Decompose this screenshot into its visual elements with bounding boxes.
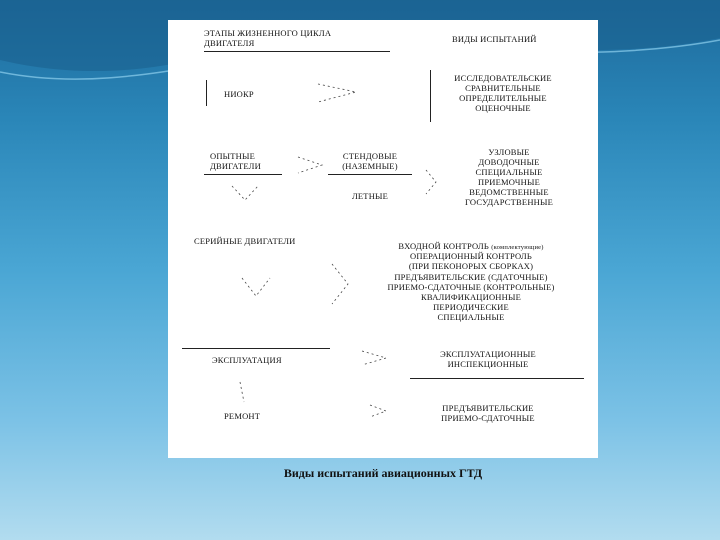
arrow-operation-down	[232, 380, 252, 406]
stage-niokr: НИОКР	[224, 89, 254, 99]
stage-prototype-line1: ОПЫТНЫЕ	[210, 151, 256, 161]
stage-serial: СЕРИЙНЫЕ ДВИГАТЕЛИ	[194, 236, 296, 246]
operation-test-1: ЭКСПЛУАТАЦИОННЫЕ	[440, 349, 536, 359]
header-left-line1: ЭТАПЫ ЖИЗНЕННОГО ЦИКЛА	[204, 28, 332, 38]
arrow-operation	[360, 348, 390, 368]
prototype-test-3: СПЕЦИАЛЬНЫЕ	[475, 167, 543, 177]
arrow-prototype-to-bench	[296, 154, 326, 176]
serial-test-label: ОПЕРАЦИОННЫЙ КОНТРОЛЬ	[410, 251, 532, 262]
serial-test-label: КВАЛИФИКАЦИОННЫЕ	[420, 292, 521, 302]
arrow-repair	[368, 402, 390, 420]
serial-test-label: ВХОДНОЙ КОНТРОЛЬ	[398, 241, 489, 251]
arrow-serial-to-tests	[328, 260, 354, 308]
stage-operation: ЭКСПЛУАТАЦИЯ	[212, 355, 282, 365]
header-left-line2: ДВИГАТЕЛЯ	[204, 38, 255, 48]
bench-line2: (НАЗЕМНЫЕ)	[342, 161, 398, 171]
prototype-test-4: ПРИЕМОЧНЫЕ	[478, 177, 540, 187]
prototype-test-1: УЗЛОВЫЕ	[488, 147, 530, 157]
serial-test-note: (комплектующие)	[491, 244, 544, 251]
niokr-test-2: СРАВНИТЕЛЬНЫЕ	[465, 83, 541, 93]
repair-test-1: ПРЕДЪЯВИТЕЛЬСКИЕ	[442, 403, 534, 413]
slide-caption: Виды испытаний авиационных ГТД	[283, 466, 483, 480]
niokr-test-1: ИССЛЕДОВАТЕЛЬСКИЕ	[454, 73, 552, 83]
prototype-test-2: ДОВОДОЧНЫЕ	[478, 157, 540, 167]
niokr-test-4: ОЦЕНОЧНЫЕ	[475, 103, 531, 113]
stage-prototype-line2: ДВИГАТЕЛИ	[210, 161, 261, 171]
niokr-test-3: ОПРЕДЕЛИТЕЛЬНЫЕ	[459, 93, 547, 103]
flight: ЛЕТНЫЕ	[351, 191, 389, 201]
niokr-bar	[206, 80, 207, 106]
operation-tests-underline	[410, 378, 584, 379]
bench-underline	[328, 174, 412, 175]
arrow-niokr	[316, 78, 362, 106]
serial-test-item	[358, 313, 584, 323]
header-right: ВИДЫ ИСПЫТАНИЙ	[452, 34, 537, 44]
diagram-panel	[168, 20, 598, 458]
operation-test-2: ИНСПЕКЦИОННЫЕ	[447, 359, 529, 369]
stage-repair: РЕМОНТ	[224, 411, 261, 421]
serial-test-label: ПРЕДЪЯВИТЕЛЬСКИЕ (СДАТОЧНЫЕ)	[394, 271, 548, 282]
operation-overline	[182, 348, 330, 349]
serial-test-item	[358, 262, 584, 272]
niokr-tests-bar	[430, 70, 431, 122]
repair-test-2: ПРИЕМО-СДАТОЧНЫЕ	[441, 413, 535, 423]
serial-test-label: (ПРИ ПЕКОНОРЫХ СБОРКАХ)	[408, 261, 534, 272]
serial-test-item	[358, 273, 584, 283]
serial-test-item	[358, 293, 584, 303]
prototype-test-6: ГОСУДАРСТВЕННЫЕ	[464, 197, 554, 207]
serial-test-label: ПЕРИОДИЧЕСКИЕ	[433, 302, 509, 313]
prototype-test-5: ВЕДОМСТВЕННЫЕ	[469, 187, 549, 197]
serial-test-item	[358, 303, 584, 313]
serial-test-item	[358, 252, 584, 262]
arrow-prototype-down	[228, 182, 262, 204]
serial-test-label: ПРИЕМО-СДАТОЧНЫЕ (КОНТРОЛЬНЫЕ)	[387, 281, 555, 292]
prototype-underline	[204, 174, 282, 175]
bench-line1: СТЕНДОВЫЕ	[342, 151, 398, 161]
arrow-serial-down	[238, 272, 274, 302]
arrow-bench-to-tests	[422, 168, 442, 196]
header-underline-left	[204, 51, 390, 52]
serial-test-item	[358, 283, 584, 293]
serial-test-label: СПЕЦИАЛЬНЫЕ	[437, 312, 505, 323]
